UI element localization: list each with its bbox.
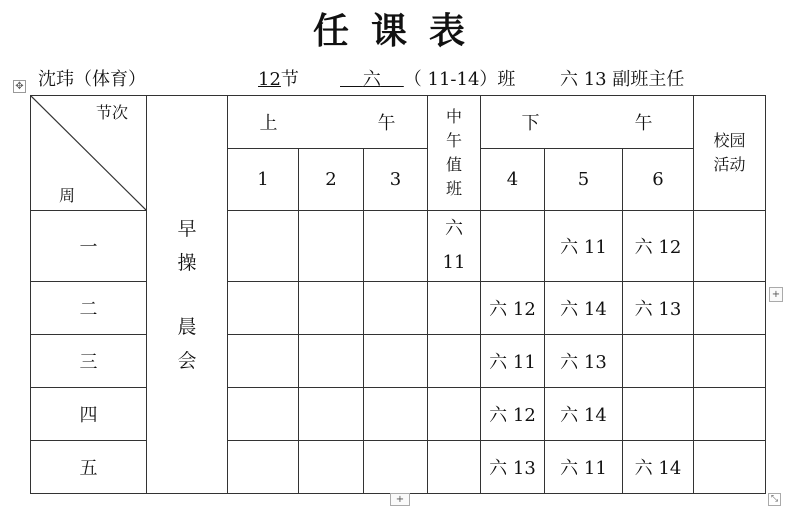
cell-p1[interactable] [228, 441, 299, 494]
add-column-button[interactable]: + [769, 287, 783, 302]
cell-p1[interactable] [228, 282, 299, 335]
period-6-header: 6 [623, 149, 694, 211]
cell-p5[interactable]: 六 11 [545, 441, 623, 494]
period-count-number: 12 [258, 69, 281, 90]
cell-p4[interactable]: 六 13 [481, 441, 545, 494]
cell-p3[interactable] [364, 335, 428, 388]
cell-p3[interactable] [364, 441, 428, 494]
table-move-handle-icon[interactable]: ✥ [13, 80, 26, 93]
cell-p2[interactable] [299, 335, 364, 388]
period-5-header: 5 [545, 149, 623, 211]
cell-p6[interactable]: 六 14 [623, 441, 694, 494]
period-count [258, 67, 299, 93]
class-range: （ 11-14）班 [403, 69, 516, 90]
cell-p5[interactable]: 六 14 [545, 388, 623, 441]
teacher-name: 沈玮（体育） [38, 69, 146, 90]
class-assignment [340, 67, 515, 93]
cell-p5[interactable]: 六 13 [545, 335, 623, 388]
corner-day-label: 周 [59, 186, 76, 205]
cell-campus[interactable] [694, 282, 766, 335]
cell-noon[interactable] [428, 441, 481, 494]
afternoon-label-right: 午 [634, 113, 653, 134]
schedule-table [30, 95, 766, 494]
cell-p6[interactable]: 六 12 [623, 211, 694, 282]
day-label: 三 [31, 335, 147, 388]
cell-noon[interactable]: 六 11 [428, 211, 481, 282]
cell-p4[interactable]: 六 12 [481, 388, 545, 441]
cell-campus[interactable] [694, 441, 766, 494]
cell-p3[interactable] [364, 211, 428, 282]
morning-label-right: 午 [377, 113, 396, 134]
day-label: 四 [31, 388, 147, 441]
cell-p5[interactable]: 六 14 [545, 282, 623, 335]
cell-p2[interactable] [299, 282, 364, 335]
cell-p6[interactable] [623, 388, 694, 441]
cell-p4[interactable] [481, 211, 545, 282]
cell-noon[interactable] [428, 388, 481, 441]
morning-activity-cell [147, 96, 228, 494]
cell-p1[interactable] [228, 211, 299, 282]
cell-p5[interactable]: 六 11 [545, 211, 623, 282]
corner-period-label: 节次 [95, 103, 128, 122]
noon-duty-header [428, 96, 481, 211]
period-1-header: 1 [228, 149, 299, 211]
cell-p3[interactable] [364, 282, 428, 335]
document-title: 任课表 [312, 11, 487, 52]
table-resize-handle-icon[interactable]: ⤡ [768, 493, 781, 506]
table-row [31, 282, 766, 335]
add-row-button[interactable]: + [390, 493, 410, 506]
corner-header [31, 96, 147, 211]
cell-p1[interactable] [228, 388, 299, 441]
period-unit: 节 [280, 69, 299, 90]
cell-p2[interactable] [299, 441, 364, 494]
day-label: 五 [31, 441, 147, 494]
day-label: 二 [31, 282, 147, 335]
teacher-role: 六 13 副班主任 [560, 69, 685, 90]
table-row [31, 388, 766, 441]
period-4-header: 4 [481, 149, 545, 211]
cell-campus[interactable] [694, 335, 766, 388]
noon-duty-label: 中 午 值 班 [445, 107, 462, 198]
cell-p1[interactable] [228, 335, 299, 388]
corner-diagonal-line [31, 96, 147, 211]
table-row [31, 441, 766, 494]
afternoon-label-left: 下 [521, 113, 540, 134]
cell-p2[interactable] [299, 388, 364, 441]
morning-activity-label: 早 操 晨 会 [177, 217, 197, 372]
period-2-header: 2 [299, 149, 364, 211]
campus-activity-header [694, 96, 766, 211]
cell-p2[interactable] [299, 211, 364, 282]
afternoon-header [481, 96, 694, 149]
cell-p3[interactable] [364, 388, 428, 441]
cell-p6[interactable]: 六 13 [623, 282, 694, 335]
cell-p4[interactable]: 六 11 [481, 335, 545, 388]
morning-header [228, 96, 428, 149]
table-row [31, 335, 766, 388]
table-row [31, 211, 766, 282]
cell-noon[interactable] [428, 335, 481, 388]
morning-label-left: 上 [259, 113, 278, 134]
cell-campus[interactable] [694, 388, 766, 441]
cell-p4[interactable]: 六 12 [481, 282, 545, 335]
cell-campus[interactable] [694, 211, 766, 282]
day-label: 一 [31, 211, 147, 282]
campus-activity-label: 校园 活动 [713, 131, 746, 174]
period-3-header: 3 [364, 149, 428, 211]
grade: 六 [362, 69, 381, 90]
cell-noon[interactable] [428, 282, 481, 335]
cell-p6[interactable] [623, 335, 694, 388]
